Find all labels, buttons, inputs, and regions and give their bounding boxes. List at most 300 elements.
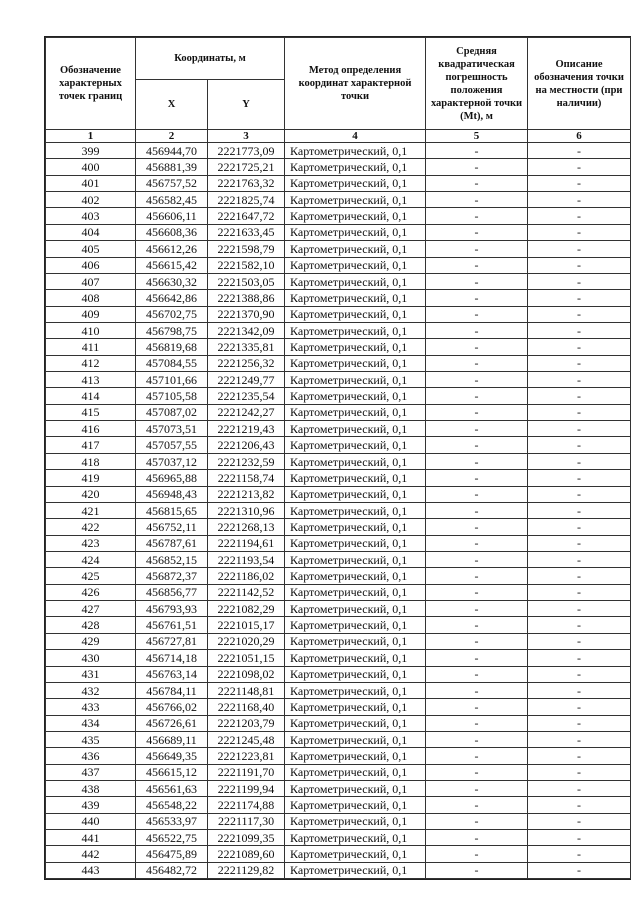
table-row (46, 306, 631, 322)
error-cell: - (426, 699, 528, 715)
method-cell: Картометрический, 0,1 (285, 617, 426, 633)
method-cell: Картометрический, 0,1 (285, 715, 426, 731)
column-number-row (46, 130, 631, 143)
description-cell: - (528, 551, 631, 567)
x-coordinate-cell: 456689,11 (136, 731, 208, 747)
table-row (46, 568, 631, 584)
point-number-cell: 443 (46, 862, 136, 878)
y-coordinate-cell: 2221598,79 (208, 241, 285, 257)
x-coordinate-cell: 456798,75 (136, 322, 208, 338)
table-row (46, 797, 631, 813)
x-coordinate-cell: 456606,11 (136, 208, 208, 224)
y-coordinate-cell: 2221099,35 (208, 830, 285, 846)
method-cell: Картометрический, 0,1 (285, 519, 426, 535)
x-coordinate-cell: 457087,02 (136, 404, 208, 420)
error-cell: - (426, 470, 528, 486)
method-cell: Картометрический, 0,1 (285, 502, 426, 518)
y-coordinate-cell: 2221503,05 (208, 273, 285, 289)
description-cell: - (528, 617, 631, 633)
table-row (46, 143, 631, 159)
x-coordinate-cell: 456948,43 (136, 486, 208, 502)
method-cell: Картометрический, 0,1 (285, 306, 426, 322)
description-cell: - (528, 519, 631, 535)
y-coordinate-cell: 2221082,29 (208, 601, 285, 617)
error-cell: - (426, 633, 528, 649)
error-cell: - (426, 372, 528, 388)
description-cell: - (528, 470, 631, 486)
error-cell: - (426, 175, 528, 191)
y-coordinate-cell: 2221203,79 (208, 715, 285, 731)
y-coordinate-cell: 2221249,77 (208, 372, 285, 388)
x-coordinate-cell: 456856,77 (136, 584, 208, 600)
point-number-cell: 400 (46, 159, 136, 175)
y-coordinate-cell: 2221235,54 (208, 388, 285, 404)
point-number-cell: 432 (46, 682, 136, 698)
y-coordinate-cell: 2221174,88 (208, 797, 285, 813)
error-cell: - (426, 551, 528, 567)
description-cell: - (528, 666, 631, 682)
method-cell: Картометрический, 0,1 (285, 388, 426, 404)
method-cell: Картометрический, 0,1 (285, 862, 426, 878)
y-coordinate-cell: 2221199,94 (208, 781, 285, 797)
error-cell: - (426, 682, 528, 698)
x-coordinate-cell: 456615,42 (136, 257, 208, 273)
method-cell: Картометрический, 0,1 (285, 257, 426, 273)
table-row (46, 502, 631, 518)
error-cell: - (426, 421, 528, 437)
table-row (46, 781, 631, 797)
point-number-cell: 442 (46, 846, 136, 862)
method-cell: Картометрический, 0,1 (285, 404, 426, 420)
y-coordinate-cell: 2221186,02 (208, 568, 285, 584)
x-coordinate-cell: 456965,88 (136, 470, 208, 486)
description-cell: - (528, 650, 631, 666)
error-cell: - (426, 306, 528, 322)
method-cell: Картометрический, 0,1 (285, 241, 426, 257)
point-number-cell: 406 (46, 257, 136, 273)
description-cell: - (528, 192, 631, 208)
point-number-cell: 418 (46, 453, 136, 469)
table-row (46, 273, 631, 289)
point-number-cell: 409 (46, 306, 136, 322)
error-cell: - (426, 404, 528, 420)
error-cell: - (426, 781, 528, 797)
point-number-cell: 424 (46, 551, 136, 567)
table-row (46, 372, 631, 388)
description-cell: - (528, 830, 631, 846)
y-coordinate-cell: 2221098,02 (208, 666, 285, 682)
point-number-cell: 407 (46, 273, 136, 289)
point-number-cell: 412 (46, 355, 136, 371)
x-coordinate-cell: 456761,51 (136, 617, 208, 633)
method-cell: Картометрический, 0,1 (285, 813, 426, 829)
description-cell: - (528, 797, 631, 813)
x-coordinate-cell: 456944,70 (136, 143, 208, 159)
method-cell: Картометрический, 0,1 (285, 666, 426, 682)
y-coordinate-cell: 2221051,15 (208, 650, 285, 666)
x-coordinate-cell: 456766,02 (136, 699, 208, 715)
point-number-cell: 439 (46, 797, 136, 813)
y-coordinate-cell: 2221725,21 (208, 159, 285, 175)
description-cell: - (528, 502, 631, 518)
y-coordinate-cell: 2221633,45 (208, 224, 285, 240)
method-cell: Картометрический, 0,1 (285, 273, 426, 289)
header-y: Y (208, 80, 285, 130)
point-number-cell: 417 (46, 437, 136, 453)
error-cell: - (426, 830, 528, 846)
y-coordinate-cell: 2221232,59 (208, 453, 285, 469)
point-number-cell: 402 (46, 192, 136, 208)
table-row (46, 862, 631, 878)
error-cell: - (426, 731, 528, 747)
x-coordinate-cell: 456752,11 (136, 519, 208, 535)
point-number-cell: 410 (46, 322, 136, 338)
error-cell: - (426, 568, 528, 584)
y-coordinate-cell: 2221773,09 (208, 143, 285, 159)
column-number: 4 (285, 130, 426, 143)
point-number-cell: 422 (46, 519, 136, 535)
description-cell: - (528, 781, 631, 797)
x-coordinate-cell: 456852,15 (136, 551, 208, 567)
error-cell: - (426, 502, 528, 518)
error-cell: - (426, 650, 528, 666)
x-coordinate-cell: 456872,37 (136, 568, 208, 584)
header-error: Средняя квадратическая погрешность положения характерной точки (Mt), м (426, 38, 528, 130)
description-cell: - (528, 421, 631, 437)
error-cell: - (426, 257, 528, 273)
x-coordinate-cell: 457057,55 (136, 437, 208, 453)
y-coordinate-cell: 2221089,60 (208, 846, 285, 862)
error-cell: - (426, 355, 528, 371)
description-cell: - (528, 175, 631, 191)
column-number: 2 (136, 130, 208, 143)
description-cell: - (528, 355, 631, 371)
table-row (46, 224, 631, 240)
description-cell: - (528, 224, 631, 240)
point-number-cell: 437 (46, 764, 136, 780)
description-cell: - (528, 339, 631, 355)
column-number: 3 (208, 130, 285, 143)
point-number-cell: 416 (46, 421, 136, 437)
x-coordinate-cell: 456793,93 (136, 601, 208, 617)
x-coordinate-cell: 456482,72 (136, 862, 208, 878)
y-coordinate-cell: 2221335,81 (208, 339, 285, 355)
point-number-cell: 430 (46, 650, 136, 666)
method-cell: Картометрический, 0,1 (285, 453, 426, 469)
method-cell: Картометрический, 0,1 (285, 486, 426, 502)
point-number-cell: 413 (46, 372, 136, 388)
error-cell: - (426, 617, 528, 633)
x-coordinate-cell: 456815,65 (136, 502, 208, 518)
x-coordinate-cell: 456561,63 (136, 781, 208, 797)
point-number-cell: 399 (46, 143, 136, 159)
x-coordinate-cell: 456582,45 (136, 192, 208, 208)
y-coordinate-cell: 2221117,30 (208, 813, 285, 829)
y-coordinate-cell: 2221245,48 (208, 731, 285, 747)
table-row (46, 813, 631, 829)
error-cell: - (426, 224, 528, 240)
table-row (46, 290, 631, 306)
y-coordinate-cell: 2221310,96 (208, 502, 285, 518)
y-coordinate-cell: 2221148,81 (208, 682, 285, 698)
table-row (46, 764, 631, 780)
column-number: 6 (528, 130, 631, 143)
point-number-cell: 429 (46, 633, 136, 649)
header-designation: Обозначение характерных точек границ (46, 38, 136, 130)
table-row (46, 682, 631, 698)
method-cell: Картометрический, 0,1 (285, 159, 426, 175)
table-row (46, 830, 631, 846)
point-number-cell: 434 (46, 715, 136, 731)
y-coordinate-cell: 2221370,90 (208, 306, 285, 322)
method-cell: Картометрический, 0,1 (285, 290, 426, 306)
point-number-cell: 408 (46, 290, 136, 306)
method-cell: Картометрический, 0,1 (285, 535, 426, 551)
table-row (46, 208, 631, 224)
column-number: 5 (426, 130, 528, 143)
method-cell: Картометрический, 0,1 (285, 846, 426, 862)
y-coordinate-cell: 2221213,82 (208, 486, 285, 502)
table-row (46, 355, 631, 371)
point-number-cell: 404 (46, 224, 136, 240)
description-cell: - (528, 568, 631, 584)
point-number-cell: 427 (46, 601, 136, 617)
table-row (46, 486, 631, 502)
boundary-points-table (45, 37, 631, 879)
error-cell: - (426, 846, 528, 862)
y-coordinate-cell: 2221763,32 (208, 175, 285, 191)
method-cell: Картометрический, 0,1 (285, 797, 426, 813)
point-number-cell: 415 (46, 404, 136, 420)
point-number-cell: 440 (46, 813, 136, 829)
error-cell: - (426, 486, 528, 502)
method-cell: Картометрический, 0,1 (285, 731, 426, 747)
description-cell: - (528, 372, 631, 388)
table-row (46, 584, 631, 600)
description-cell: - (528, 715, 631, 731)
table-row (46, 650, 631, 666)
method-cell: Картометрический, 0,1 (285, 699, 426, 715)
method-cell: Картометрический, 0,1 (285, 339, 426, 355)
description-cell: - (528, 290, 631, 306)
method-cell: Картометрический, 0,1 (285, 568, 426, 584)
x-coordinate-cell: 456787,61 (136, 535, 208, 551)
y-coordinate-cell: 2221342,09 (208, 322, 285, 338)
header-description: Описание обозначения точки на местности (при наличии) (528, 38, 631, 130)
table-row (46, 715, 631, 731)
y-coordinate-cell: 2221268,13 (208, 519, 285, 535)
table-row (46, 388, 631, 404)
x-coordinate-cell: 456608,36 (136, 224, 208, 240)
error-cell: - (426, 862, 528, 878)
error-cell: - (426, 584, 528, 600)
table-row (46, 633, 631, 649)
table-row (46, 535, 631, 551)
x-coordinate-cell: 456757,52 (136, 175, 208, 191)
description-cell: - (528, 633, 631, 649)
method-cell: Картометрический, 0,1 (285, 584, 426, 600)
point-number-cell: 419 (46, 470, 136, 486)
description-cell: - (528, 682, 631, 698)
header-method: Метод определения координат характерной точки (285, 38, 426, 130)
point-number-cell: 425 (46, 568, 136, 584)
error-cell: - (426, 143, 528, 159)
table-row (46, 731, 631, 747)
description-cell: - (528, 748, 631, 764)
x-coordinate-cell: 457037,12 (136, 453, 208, 469)
table-row (46, 437, 631, 453)
table-row (46, 339, 631, 355)
point-number-cell: 431 (46, 666, 136, 682)
column-number: 1 (46, 130, 136, 143)
y-coordinate-cell: 2221191,70 (208, 764, 285, 780)
point-number-cell: 426 (46, 584, 136, 600)
x-coordinate-cell: 456714,18 (136, 650, 208, 666)
point-number-cell: 411 (46, 339, 136, 355)
y-coordinate-cell: 2221582,10 (208, 257, 285, 273)
error-cell: - (426, 601, 528, 617)
table-row (46, 421, 631, 437)
x-coordinate-cell: 456702,75 (136, 306, 208, 322)
table-row (46, 257, 631, 273)
y-coordinate-cell: 2221219,43 (208, 421, 285, 437)
x-coordinate-cell: 456763,14 (136, 666, 208, 682)
description-cell: - (528, 862, 631, 878)
x-coordinate-cell: 456612,26 (136, 241, 208, 257)
table-row (46, 617, 631, 633)
y-coordinate-cell: 2221242,27 (208, 404, 285, 420)
description-cell: - (528, 388, 631, 404)
description-cell: - (528, 143, 631, 159)
x-coordinate-cell: 456475,89 (136, 846, 208, 862)
error-cell: - (426, 273, 528, 289)
description-cell: - (528, 453, 631, 469)
method-cell: Картометрический, 0,1 (285, 748, 426, 764)
description-cell: - (528, 764, 631, 780)
y-coordinate-cell: 2221206,43 (208, 437, 285, 453)
x-coordinate-cell: 456630,32 (136, 273, 208, 289)
method-cell: Картометрический, 0,1 (285, 830, 426, 846)
y-coordinate-cell: 2221015,17 (208, 617, 285, 633)
x-coordinate-cell: 457084,55 (136, 355, 208, 371)
y-coordinate-cell: 2221168,40 (208, 699, 285, 715)
method-cell: Картометрический, 0,1 (285, 192, 426, 208)
x-coordinate-cell: 456615,12 (136, 764, 208, 780)
error-cell: - (426, 453, 528, 469)
table-row (46, 192, 631, 208)
table-row (46, 404, 631, 420)
method-cell: Картометрический, 0,1 (285, 143, 426, 159)
method-cell: Картометрический, 0,1 (285, 208, 426, 224)
point-number-cell: 435 (46, 731, 136, 747)
y-coordinate-cell: 2221388,86 (208, 290, 285, 306)
description-cell: - (528, 159, 631, 175)
description-cell: - (528, 535, 631, 551)
point-number-cell: 441 (46, 830, 136, 846)
y-coordinate-cell: 2221825,74 (208, 192, 285, 208)
error-cell: - (426, 748, 528, 764)
method-cell: Картометрический, 0,1 (285, 372, 426, 388)
error-cell: - (426, 388, 528, 404)
error-cell: - (426, 241, 528, 257)
x-coordinate-cell: 457101,66 (136, 372, 208, 388)
y-coordinate-cell: 2221194,61 (208, 535, 285, 551)
description-cell: - (528, 257, 631, 273)
x-coordinate-cell: 457073,51 (136, 421, 208, 437)
error-cell: - (426, 519, 528, 535)
y-coordinate-cell: 2221193,54 (208, 551, 285, 567)
table-row (46, 175, 631, 191)
x-coordinate-cell: 456881,39 (136, 159, 208, 175)
error-cell: - (426, 715, 528, 731)
point-number-cell: 403 (46, 208, 136, 224)
method-cell: Картометрический, 0,1 (285, 421, 426, 437)
x-coordinate-cell: 456649,35 (136, 748, 208, 764)
description-cell: - (528, 486, 631, 502)
description-cell: - (528, 699, 631, 715)
table-row (46, 322, 631, 338)
point-number-cell: 420 (46, 486, 136, 502)
table-row (46, 241, 631, 257)
error-cell: - (426, 339, 528, 355)
table-row (46, 846, 631, 862)
y-coordinate-cell: 2221256,32 (208, 355, 285, 371)
table-row (46, 601, 631, 617)
y-coordinate-cell: 2221223,81 (208, 748, 285, 764)
description-cell: - (528, 306, 631, 322)
description-cell: - (528, 273, 631, 289)
point-number-cell: 414 (46, 388, 136, 404)
table-row (46, 453, 631, 469)
method-cell: Картометрический, 0,1 (285, 650, 426, 666)
x-coordinate-cell: 456642,86 (136, 290, 208, 306)
table-row (46, 699, 631, 715)
method-cell: Картометрический, 0,1 (285, 175, 426, 191)
table-row (46, 551, 631, 567)
point-number-cell: 433 (46, 699, 136, 715)
method-cell: Картометрический, 0,1 (285, 355, 426, 371)
point-number-cell: 405 (46, 241, 136, 257)
point-number-cell: 401 (46, 175, 136, 191)
method-cell: Картометрический, 0,1 (285, 551, 426, 567)
table-row (46, 159, 631, 175)
table-row (46, 748, 631, 764)
x-coordinate-cell: 456819,68 (136, 339, 208, 355)
description-cell: - (528, 731, 631, 747)
method-cell: Картометрический, 0,1 (285, 437, 426, 453)
description-cell: - (528, 208, 631, 224)
error-cell: - (426, 322, 528, 338)
y-coordinate-cell: 2221020,29 (208, 633, 285, 649)
table-body (46, 130, 631, 879)
method-cell: Картометрический, 0,1 (285, 633, 426, 649)
table-row (46, 519, 631, 535)
point-number-cell: 436 (46, 748, 136, 764)
method-cell: Картометрический, 0,1 (285, 224, 426, 240)
x-coordinate-cell: 457105,58 (136, 388, 208, 404)
error-cell: - (426, 666, 528, 682)
description-cell: - (528, 241, 631, 257)
method-cell: Картометрический, 0,1 (285, 601, 426, 617)
error-cell: - (426, 159, 528, 175)
x-coordinate-cell: 456726,61 (136, 715, 208, 731)
description-cell: - (528, 601, 631, 617)
x-coordinate-cell: 456784,11 (136, 682, 208, 698)
error-cell: - (426, 290, 528, 306)
description-cell: - (528, 322, 631, 338)
error-cell: - (426, 764, 528, 780)
table-row (46, 666, 631, 682)
